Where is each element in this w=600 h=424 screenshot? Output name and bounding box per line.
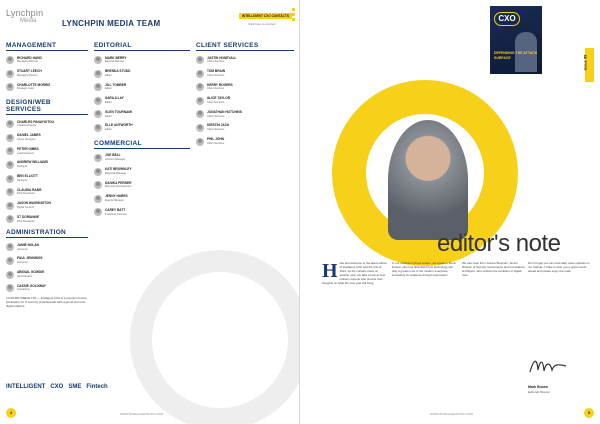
member-role: Managing Partner bbox=[17, 73, 38, 77]
member-role: Client Services bbox=[207, 101, 225, 105]
team-member[interactable] bbox=[6, 186, 88, 198]
avatar bbox=[94, 154, 102, 162]
team-member[interactable] bbox=[6, 54, 88, 66]
member-name: ALICE TAYLOR bbox=[207, 96, 231, 101]
team-member[interactable] bbox=[6, 118, 88, 130]
page-title: LYNCHPIN MEDIA TEAM bbox=[62, 19, 161, 28]
member-name: CASSIE GOLDWAY bbox=[17, 283, 46, 288]
avatar bbox=[94, 110, 102, 118]
member-name: JAMIE NOLAN bbox=[17, 242, 39, 247]
avatar bbox=[6, 56, 14, 64]
article-column-4: Don't forget you can read daily news updates on our website. I'd like to wish you a great month ahead and please enjoy the read! bbox=[528, 261, 590, 273]
team-member[interactable] bbox=[196, 136, 294, 148]
avatar bbox=[6, 257, 14, 265]
team-member[interactable] bbox=[94, 206, 190, 218]
cover-headline: DEFENDING THE ATTACK SURFACE bbox=[494, 51, 538, 60]
member-name: DANIKA PERDER bbox=[105, 180, 132, 185]
drop-cap: H bbox=[322, 260, 338, 282]
avatar bbox=[196, 124, 204, 132]
team-member[interactable] bbox=[196, 81, 294, 93]
magazine-cover[interactable] bbox=[490, 6, 542, 74]
avatar bbox=[196, 70, 204, 78]
avatar bbox=[94, 168, 102, 176]
member-name: KATI BROWNLEY bbox=[105, 167, 132, 172]
team-member[interactable] bbox=[6, 241, 88, 253]
avatar bbox=[94, 70, 102, 78]
member-role: Editor bbox=[105, 73, 112, 77]
partner-logo[interactable]: Fintech bbox=[86, 384, 108, 390]
editors-note-title: editor's note bbox=[437, 230, 561, 257]
signature bbox=[528, 354, 568, 381]
column-editorial bbox=[94, 42, 190, 220]
avatar bbox=[6, 284, 14, 292]
page-number: 4 bbox=[6, 408, 16, 418]
member-name: ABIGAIL GOWDIE bbox=[17, 270, 45, 275]
article-column-2: In our Intelligent Cloud section, we speak to Kevin Downs, who has discussed how technology will play a greater role in the modern enterprise, increasing its resilience through automation. bbox=[392, 261, 456, 277]
member-role: Administrator bbox=[17, 274, 33, 278]
member-name: BRENDA STUDD bbox=[105, 69, 131, 74]
section-heading: COMMERCIAL bbox=[94, 140, 190, 149]
people-list bbox=[94, 152, 190, 218]
member-name: ELLE ANTWORTH bbox=[105, 123, 133, 128]
member-name: DANIEL JAMES bbox=[17, 133, 41, 138]
team-member[interactable] bbox=[94, 122, 190, 134]
member-role: Editor bbox=[105, 114, 112, 118]
team-member[interactable] bbox=[196, 95, 294, 107]
member-role: Creative Director bbox=[17, 124, 37, 128]
member-role: Designer bbox=[17, 178, 28, 182]
avatar bbox=[196, 138, 204, 146]
people-list bbox=[196, 54, 294, 148]
member-role: Managing Director bbox=[17, 60, 39, 64]
issue-label: Issue 59 bbox=[582, 54, 588, 71]
member-name: ANDREW WILLIAMS bbox=[17, 160, 48, 165]
column-management bbox=[6, 42, 88, 309]
avatar bbox=[6, 188, 14, 196]
member-name: PAUL JENNINGS bbox=[17, 256, 43, 261]
column-client-services bbox=[196, 42, 294, 149]
member-role: Editorial Director bbox=[105, 60, 125, 64]
team-member[interactable] bbox=[94, 81, 190, 93]
author-name: Mark Brown bbox=[528, 385, 549, 389]
partner-logos bbox=[6, 370, 296, 404]
author-role: Editorial Director bbox=[528, 390, 551, 394]
avatar bbox=[6, 215, 14, 223]
team-member[interactable] bbox=[6, 269, 88, 281]
section-heading: MANAGEMENT bbox=[6, 42, 88, 51]
avatar bbox=[94, 97, 102, 105]
member-role: Events Manager bbox=[105, 199, 124, 203]
section-heading: EDITORIAL bbox=[94, 42, 190, 51]
team-member[interactable] bbox=[6, 200, 88, 212]
member-role: Strategic Lead bbox=[17, 87, 34, 91]
issue-tab bbox=[582, 48, 594, 82]
editor-photo bbox=[388, 120, 468, 240]
team-member[interactable] bbox=[6, 173, 88, 185]
page-number: 5 bbox=[584, 408, 594, 418]
section-heading: ADMINISTRATION bbox=[6, 229, 88, 238]
member-role: Editor bbox=[105, 128, 112, 132]
team-member[interactable] bbox=[94, 193, 190, 205]
brand-line2: Media bbox=[20, 18, 37, 24]
member-name: SARA ILLAY bbox=[105, 96, 124, 101]
member-name: JOE BELL bbox=[105, 153, 121, 158]
member-role: Client Services bbox=[207, 141, 225, 145]
people-list bbox=[6, 241, 88, 294]
member-name: JILL TOMBER bbox=[105, 82, 127, 87]
avatar bbox=[6, 70, 14, 78]
member-name: CAREY BATT bbox=[105, 207, 126, 212]
people-list bbox=[6, 118, 88, 225]
member-role: Business Development bbox=[105, 185, 132, 189]
member-name: CHARLOTTE MORRIS bbox=[17, 82, 51, 87]
avatar bbox=[6, 175, 14, 183]
member-name: CLAUDIA RAMS bbox=[17, 187, 42, 192]
contacts-link[interactable]: Click here to connect bbox=[248, 22, 277, 26]
member-name: MARK BERRY bbox=[105, 55, 127, 60]
avatar bbox=[6, 271, 14, 279]
avatar bbox=[94, 83, 102, 91]
member-role: Editor bbox=[105, 87, 112, 91]
avatar bbox=[6, 134, 14, 142]
team-member[interactable] bbox=[94, 179, 190, 191]
member-role: Client Services bbox=[207, 128, 225, 132]
member-role: Client Services bbox=[207, 60, 225, 64]
article-text-1: ello and welcome to the latest edition of Intelligent CXO and the first of 2024. As the curtains close on another year, we take a look at how industry experts who provide their thoughts on what the new year will bring. bbox=[322, 261, 387, 285]
avatar bbox=[196, 83, 204, 91]
member-name: JONATHAN HUTCHINS bbox=[207, 109, 242, 114]
member-name: STUART LEECH bbox=[17, 69, 42, 74]
team-member[interactable] bbox=[94, 95, 190, 107]
avatar bbox=[94, 208, 102, 216]
decorative-dots bbox=[292, 8, 296, 30]
member-role: Designer bbox=[17, 165, 28, 169]
people-list bbox=[94, 54, 190, 134]
about-text: LYNCHPIN MEDIA LTD — Intelligent CXO is a premium format publication for IT security professionals with regional print and digital editions. bbox=[6, 296, 87, 308]
member-role: Editor bbox=[105, 101, 112, 105]
team-member[interactable] bbox=[94, 152, 190, 164]
article-column-3: We also hear from Joanne Bowman, Senior Director of Security Governance and Compliance at Diligent, who outlines the evolution of digital trust. bbox=[462, 261, 525, 277]
cover-logo: CXO bbox=[494, 12, 520, 26]
team-member[interactable] bbox=[6, 255, 88, 267]
member-role: Regional Manager bbox=[105, 171, 127, 175]
avatar bbox=[6, 147, 14, 155]
member-name: TOM BRAIN bbox=[207, 69, 226, 74]
avatar bbox=[94, 195, 102, 203]
member-role: Operations bbox=[17, 288, 30, 292]
partner-logo[interactable]: INTELLIGENT bbox=[6, 384, 46, 390]
member-role: Account Manager bbox=[105, 158, 126, 162]
section-heading: CLIENT SERVICES bbox=[196, 42, 294, 51]
member-name: BEN ELLIOTT bbox=[17, 174, 38, 179]
team-member[interactable] bbox=[6, 282, 88, 294]
member-role: Senior Designer bbox=[17, 138, 36, 142]
brand-logo bbox=[6, 8, 56, 24]
brand-line1: Lynchpin bbox=[6, 8, 44, 18]
member-role: Client Services bbox=[207, 87, 225, 91]
signature-mark bbox=[528, 354, 568, 378]
member-name: ST DORIANNE bbox=[17, 214, 39, 219]
partner-logo[interactable]: SME bbox=[68, 384, 82, 390]
member-role: Customer Success bbox=[105, 212, 127, 216]
partner-logo[interactable]: CXO bbox=[50, 384, 64, 390]
avatar bbox=[196, 110, 204, 118]
member-name: PETER GIBBS bbox=[17, 146, 39, 151]
member-name: JENNY HARES bbox=[105, 194, 128, 199]
member-name: PHIL JOHN bbox=[207, 137, 224, 142]
member-role: Web Developer bbox=[17, 219, 35, 223]
team-member[interactable] bbox=[94, 68, 190, 80]
team-member[interactable] bbox=[6, 68, 88, 80]
team-member[interactable] bbox=[94, 166, 190, 178]
avatar bbox=[94, 56, 102, 64]
member-name: CHARLES PANAYIOTOU bbox=[17, 119, 54, 124]
member-name: GLEN TOURNAMI bbox=[105, 109, 132, 114]
team-member[interactable] bbox=[196, 54, 294, 66]
member-name: JASON WASHINGTON bbox=[17, 201, 51, 206]
team-member[interactable] bbox=[6, 145, 88, 157]
avatar bbox=[6, 83, 14, 91]
member-role: Accounts bbox=[17, 247, 28, 251]
footer-url[interactable]: WWW.INTELLIGENTCXO.COM bbox=[430, 412, 473, 416]
member-role: Digital Content bbox=[17, 206, 35, 210]
avatar bbox=[6, 202, 14, 210]
avatar bbox=[94, 181, 102, 189]
avatar bbox=[6, 120, 14, 128]
footer-url[interactable]: WWW.INTELLIGENTCXO.COM bbox=[120, 412, 163, 416]
member-name: RICHARD HAND bbox=[17, 55, 42, 60]
team-member[interactable] bbox=[6, 159, 88, 171]
avatar bbox=[6, 243, 14, 251]
team-member[interactable] bbox=[196, 68, 294, 80]
team-member[interactable] bbox=[94, 108, 190, 120]
member-name: KIRSTIN JACK bbox=[207, 123, 230, 128]
team-member[interactable] bbox=[6, 81, 88, 93]
team-member[interactable] bbox=[6, 132, 88, 144]
section-heading: DESIGN/WEB SERVICES bbox=[6, 99, 88, 115]
member-role: Lead Designer bbox=[17, 151, 34, 155]
avatar bbox=[6, 161, 14, 169]
member-role: Accounts bbox=[17, 261, 28, 265]
member-role: Client Services bbox=[207, 73, 225, 77]
member-name: KERRY ROGERS bbox=[207, 82, 233, 87]
people-list bbox=[6, 54, 88, 93]
contacts-badge[interactable]: INTELLIGENT CXO CONTACTS bbox=[239, 13, 292, 19]
member-role: Client Services bbox=[207, 114, 225, 118]
avatar bbox=[196, 56, 204, 64]
member-name: JUSTIN HONEYALL bbox=[207, 55, 237, 60]
avatar bbox=[196, 97, 204, 105]
team-member[interactable] bbox=[6, 213, 88, 225]
article-column-1 bbox=[322, 262, 388, 285]
member-role: Web Developer bbox=[17, 192, 35, 196]
team-member[interactable] bbox=[196, 108, 294, 120]
team-member[interactable] bbox=[94, 54, 190, 66]
avatar bbox=[94, 124, 102, 132]
team-member[interactable] bbox=[196, 122, 294, 134]
